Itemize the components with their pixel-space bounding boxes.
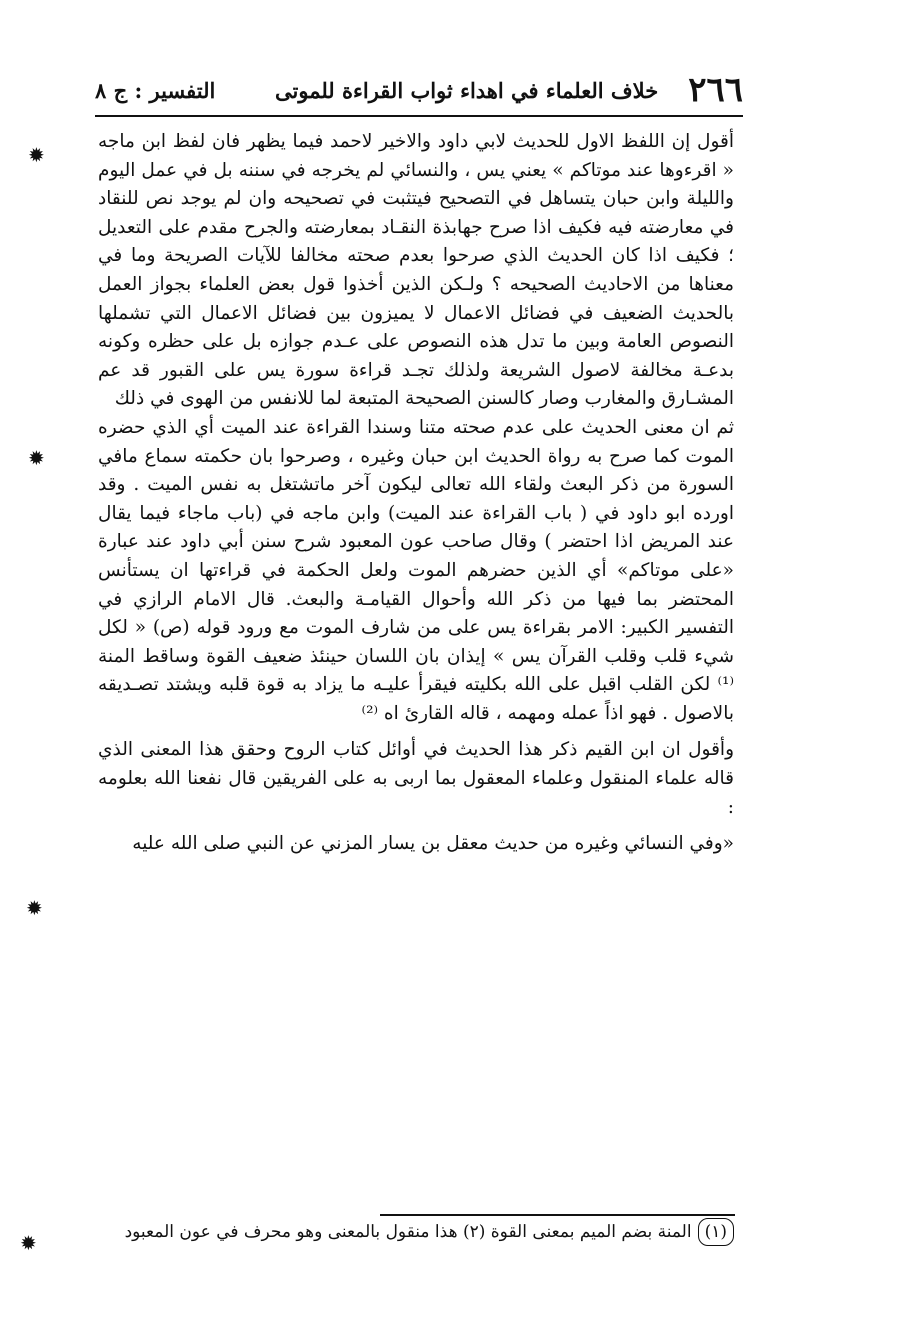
footnotes bbox=[98, 1218, 734, 1246]
paragraph-2: ثم ان معنى الحديث على عدم صحته متنا وسندا القراءة عند الميت أي الذي حضره الموت كما صرح به رواة الحديث ابن حبان وغيره ، وصرحوا بان حكمته سماع مافي السورة من ذكر البعث ولقاء الله تعالى ليكون آخر ماتشتغل به نفس الميت . وقد اورده ابو داود في ( باب القراءة عند الميت) وابن ماجه في (باب ماجاء فيما يقال عند المريض اذا احتضر ) وقال صاحب عون المعبود شرح سنن أبي داود عند عبارة «على موتاكم» أي الذين حضرهم الموت ولعل الحكمة في قراءتها ان يستأنس المحتضر بما فيها من ذكر الله وأحوال القيامـة والبعث. قال الامام الرازي في التفسير الكبير: الامر بقراءة يس على من شارف الموت مع ورود قوله (ص) « لكل شيء قلب وقلب القرآن يس » إيذان بان اللسان حينئذ ضعيف القوة وساقط المنة ⁽¹⁾ لكن القلب اقبل على الله بكليته فيقرأ عليـه ما يزاد به قوة قلبه ويشتد تصـديقه بالاصول . فهو اذاً عمله ومهمه ، قاله القارئ اه ⁽²⁾ bbox=[98, 416, 734, 724]
binding-hole-mark: ✹ bbox=[28, 446, 45, 470]
paragraph-3: وأقول ان ابن القيم ذكر هذا الحديث في أوائل كتاب الروح وحقق هذا المعنى الذي قاله علماء المنقول وعلماء المعقول بما اربى به على الفريقين قال نفعنا الله بعلومه : bbox=[98, 739, 734, 818]
footnote-text: المنة بضم الميم بمعنى القوة (٢) هذا منقول بالمعنى وهو محرف في عون المعبود bbox=[124, 1222, 692, 1242]
paragraph-1: أقول إن اللفظ الاول للحديث لابي داود والاخير لاحمد فيما يظهر فان لفظ ابن ماجه « اقرءوها عند موتاكم » يعني يس ، والنسائي لم يخرجه في سننه بل في عمل اليوم والليلة وابن حبان يتساهل في التصحيح فيتثبت في تصحيحه وان لم يوجد نص للنقاد في معارضته فيه فكيف اذا صرح جهابذة النقـاد بمعارضته والجرح مقدم على التعديل ؛ فكيف اذا كان الحديث الذي صرحوا بعدم صحته مخالفا للآيات الصريحة وما في معناها من الاحاديث الصحيحه ؟ ولـكن الذين أخذوا قول بعض العلماء بجواز العمل بالحديث الضعيف في فضائل الاعمال لا يميزون بين فضائل الاعمال التي تشملها النصوص العامة وبين ما تدل هذه النصوص على عـدم جوازه بل على حظره وكونه بدعـة مخالفة لاصول الشريعة ولذلك تجـد قراءة سورة يس على القبور قد عم المشـارق والمغارب وصار كالسنن الصحيحة المتبعة لما للانفس من الهوى في ذلك bbox=[98, 131, 734, 410]
header-rule bbox=[95, 115, 743, 117]
page-number: ٢٦٦ bbox=[688, 70, 743, 110]
binding-hole-mark: ✹ bbox=[28, 143, 45, 167]
section-label: التفسير : ج ٨ bbox=[95, 77, 216, 103]
body-text bbox=[98, 128, 734, 859]
running-title: خلاف العلماء في اهداء ثواب القراءة للموتى bbox=[275, 77, 659, 103]
paragraph-4: «وفي النسائي وغيره من حديث معقل بن يسار المزني عن النبي صلى الله عليه bbox=[132, 833, 734, 855]
binding-hole-mark: ✹ bbox=[20, 1231, 37, 1255]
footnote-marker: (١) bbox=[698, 1218, 734, 1246]
footnote-rule bbox=[380, 1214, 735, 1216]
binding-hole-mark: ✹ bbox=[26, 896, 43, 920]
page-header bbox=[95, 68, 743, 112]
